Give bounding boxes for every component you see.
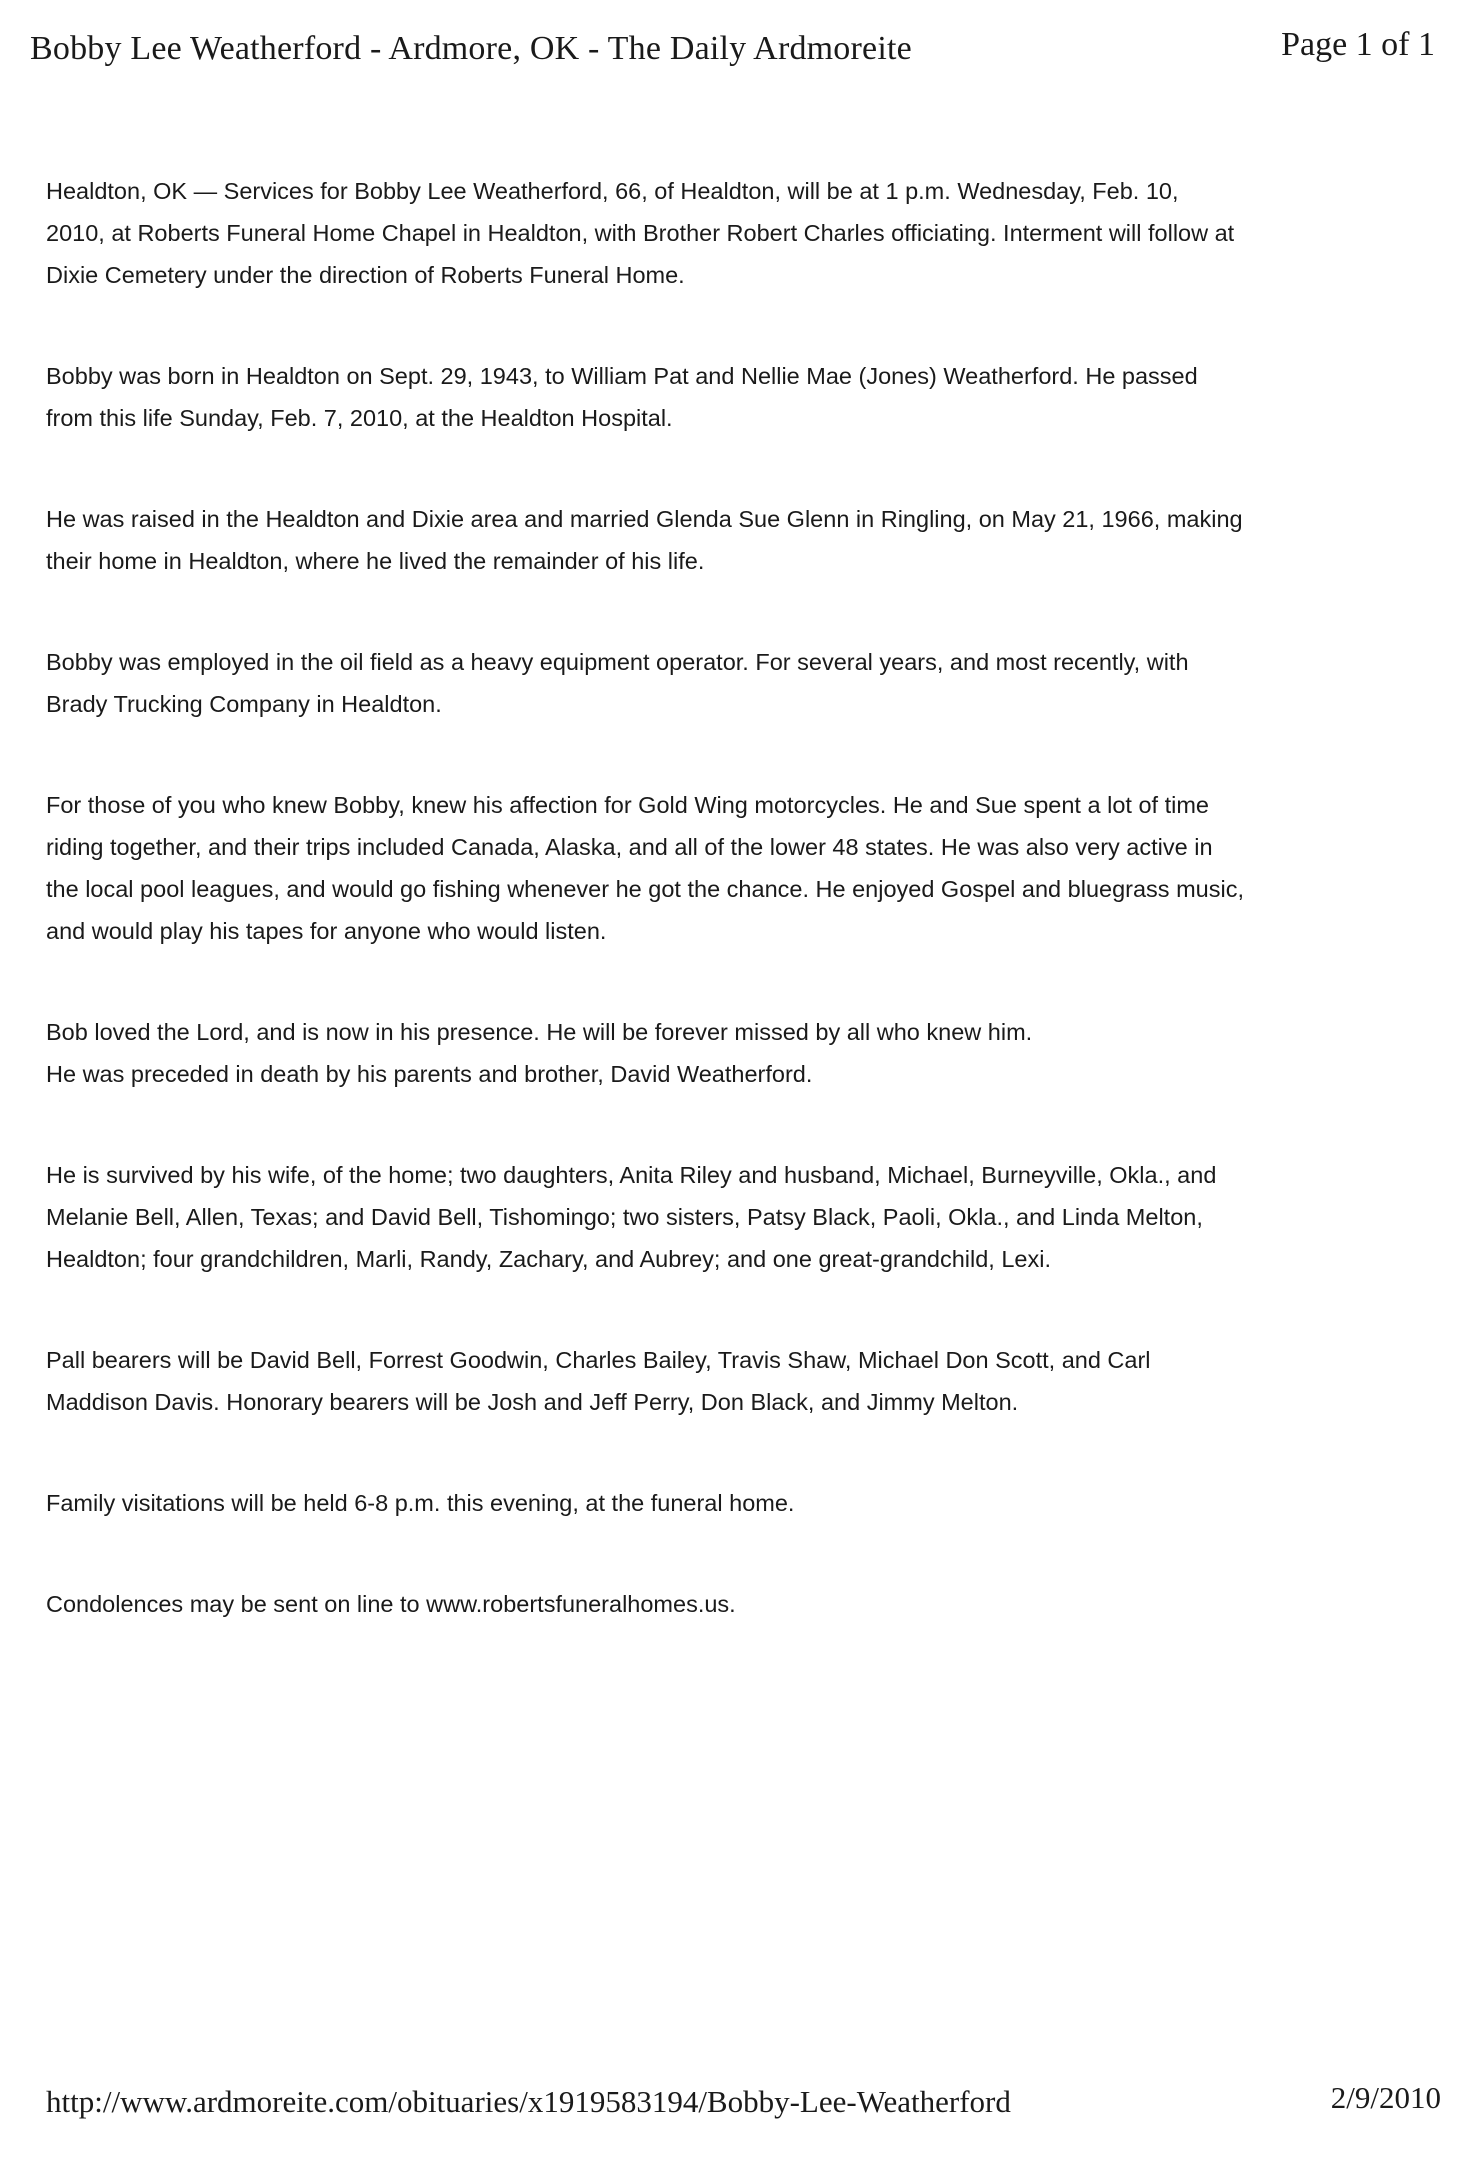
text-line: He is survived by his wife, of the home; two daughters, Anita Riley and husband, Michael, Burneyville, Okla., and [46,1162,1217,1188]
text-line: Healdton; four grandchildren, Marli, Randy, Zachary, and Aubrey; and one great-grandchild, Lexi. [46,1246,1051,1272]
paragraph-services [46,170,1366,296]
paragraph-hobbies [46,784,1366,952]
text-line: Brady Trucking Company in Healdton. [46,691,442,717]
text-line: the local pool leagues, and would go fishing whenever he got the chance. He enjoyed Gospel and bluegrass music, [46,876,1244,902]
text-line: Dixie Cemetery under the direction of Roberts Funeral Home. [46,262,685,288]
paragraph-faith [46,1011,1366,1095]
paragraph-condolences [46,1583,1366,1625]
text-line: from this life Sunday, Feb. 7, 2010, at the Healdton Hospital. [46,405,673,431]
text-line: Condolences may be sent on line to www.robertsfuneralhomes.us. [46,1591,736,1617]
text-line: He was preceded in death by his parents and brother, David Weatherford. [46,1061,813,1087]
text-line: Family visitations will be held 6-8 p.m. this evening, at the funeral home. [46,1490,795,1516]
text-line: their home in Healdton, where he lived the remainder of his life. [46,548,705,574]
paragraph-birth [46,355,1366,439]
text-line: and would play his tapes for anyone who would listen. [46,918,607,944]
page-number: Page 1 of 1 [1281,26,1435,63]
paragraph-employment [46,641,1366,725]
obituary-body [46,170,1366,1684]
text-line: 2010, at Roberts Funeral Home Chapel in Healdton, with Brother Robert Charles officiating. Interment will follow at [46,220,1235,246]
text-line: Healdton, OK — Services for Bobby Lee Weatherford, 66, of Healdton, will be at 1 p.m. Wednesday, Feb. 10, [46,178,1179,204]
page-header-title: Bobby Lee Weatherford - Ardmore, OK - The Daily Ardmoreite [30,30,912,67]
paragraph-survivors [46,1154,1366,1280]
text-line: Bobby was employed in the oil field as a heavy equipment operator. For several years, and most recently, with [46,649,1189,675]
paragraph-visitation [46,1482,1366,1524]
text-line: Pall bearers will be David Bell, Forrest Goodwin, Charles Bailey, Travis Shaw, Michael Don Scott, and Carl [46,1347,1151,1373]
print-date: 2/9/2010 [1330,2080,1441,2115]
paragraph-pallbearers [46,1339,1366,1423]
text-line: He was raised in the Healdton and Dixie area and married Glenda Sue Glenn in Ringling, on May 21, 1966, making [46,506,1243,532]
source-url: http://www.ardmoreite.com/obituaries/x1919583194/Bobby-Lee-Weatherford [46,2084,1011,2119]
text-line: Bob loved the Lord, and is now in his presence. He will be forever missed by all who knew him. [46,1019,1033,1045]
text-line: Bobby was born in Healdton on Sept. 29, 1943, to William Pat and Nellie Mae (Jones) Weatherford. He passed [46,363,1198,389]
paragraph-marriage [46,498,1366,582]
text-line: Melanie Bell, Allen, Texas; and David Bell, Tishomingo; two sisters, Patsy Black, Paoli, Okla., and Linda Melton, [46,1204,1203,1230]
text-line: Maddison Davis. Honorary bearers will be Josh and Jeff Perry, Don Black, and Jimmy Melton. [46,1389,1019,1415]
text-line: riding together, and their trips included Canada, Alaska, and all of the lower 48 states. He was also very active in [46,834,1213,860]
text-line: For those of you who knew Bobby, knew his affection for Gold Wing motorcycles. He and Sue spent a lot of time [46,792,1209,818]
